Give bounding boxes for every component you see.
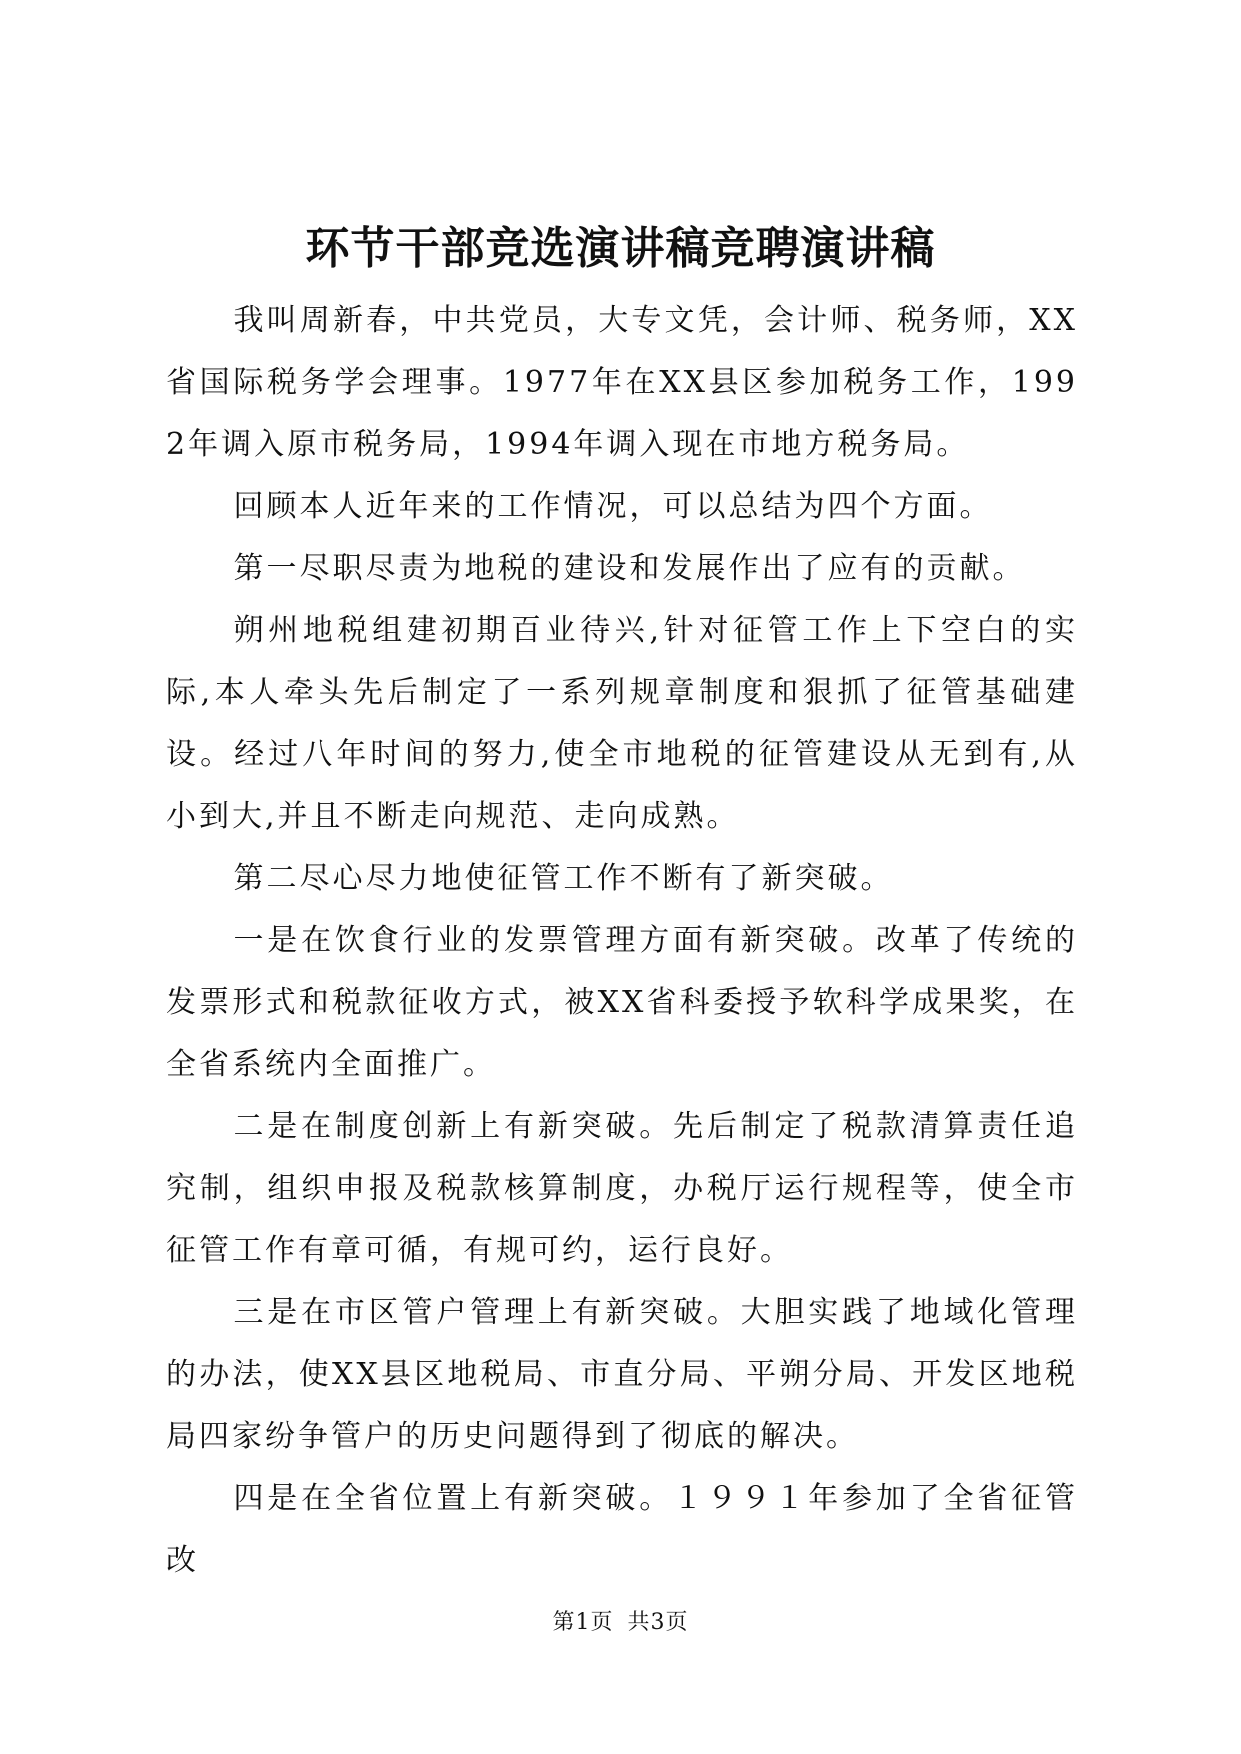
page-number: 第1页 — [552, 1610, 614, 1635]
paragraph-first-point: 第一尽职尽责为地税的建设和发展作出了应有的贡献。 — [233, 551, 1026, 586]
page-footer — [0, 1608, 1241, 1638]
paragraph-breakthrough-one: 一是在饮食行业的发票管理方面有新突破。改革了传统的发票形式和税款征收方式，被XX省科委授予软科学成果奖，在全省系统内全面推广。 — [166, 923, 1078, 1082]
page-total: 共3页 — [627, 1610, 689, 1635]
paragraph-introduction: 我叫周新春，中共党员，大专文凭，会计师、税务师，XX省国际税务学会理事。1977年在XX县区参加税务工作，1992年调入原市税务局，1994年调入现在市地方税务局。 — [166, 303, 1078, 462]
paragraph-second-point: 第二尽心尽力地使征管工作不断有了新突破。 — [233, 861, 894, 896]
paragraph-breakthrough-four: 四是在全省位置上有新突破。１９９１年参加了全省征管改 — [166, 1481, 1078, 1578]
paragraph-breakthrough-three: 三是在市区管户管理上有新突破。大胆实践了地域化管理的办法，使XX县区地税局、市直分局、平朔分局、开发区地税局四家纷争管户的历史问题得到了彻底的解决。 — [166, 1295, 1078, 1454]
paragraph-review: 回顾本人近年来的工作情况，可以总结为四个方面。 — [233, 489, 993, 524]
document-body — [166, 290, 1078, 1592]
paragraph-first-detail: 朔州地税组建初期百业待兴,针对征管工作上下空白的实际,本人牵头先后制定了一系列规章制度和狠抓了征管基础建设。经过八年时间的努力,使全市地税的征管建设从无到有,从小到大,并且不断走向规范、走向成熟。 — [166, 613, 1078, 834]
document-title: 环节干部竞选演讲稿竞聘演讲稿 — [305, 223, 936, 274]
paragraph-breakthrough-two: 二是在制度创新上有新突破。先后制定了税款清算责任追究制，组织申报及税款核算制度，办税厅运行规程等，使全市征管工作有章可循，有规可约，运行良好。 — [166, 1109, 1078, 1268]
